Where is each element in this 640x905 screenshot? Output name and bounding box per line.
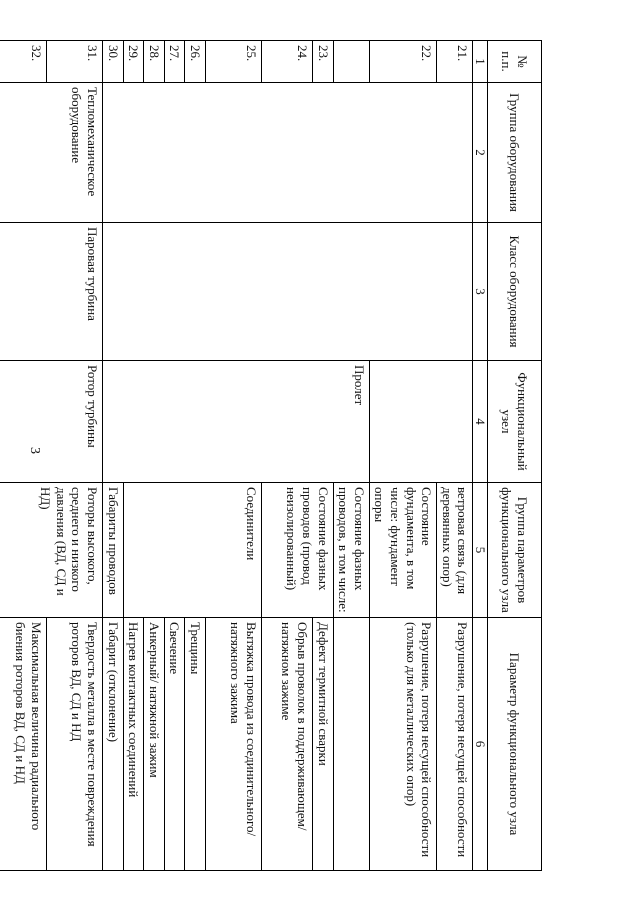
row-number: 27. [164, 41, 185, 83]
parameter-cell: Анкерный/ натяжной зажим [144, 618, 165, 871]
column-number: 3 [473, 223, 488, 361]
parameter-cell: Нагрев контактных соединений [123, 618, 144, 871]
functional-node-cell [369, 361, 473, 483]
equipment-group-cell [103, 83, 473, 223]
equipment-parameters-table [0, 40, 542, 871]
row-number: 32. [0, 41, 47, 83]
row-number: 25. [206, 41, 262, 83]
row-number: 26. [185, 41, 206, 83]
parameter-cell: Габарит (отклонение) [103, 618, 124, 871]
header-equipment-group: Группа оборудования [488, 83, 542, 223]
parameter-cell: Трещины [185, 618, 206, 871]
row-number [333, 41, 369, 83]
table-header-row [488, 41, 542, 871]
row-number: 28. [144, 41, 165, 83]
row-number: 23. [313, 41, 334, 83]
row-number: 21. [437, 41, 473, 83]
column-number: 4 [473, 361, 488, 483]
equipment-group-cell: Тепломеханическое оборудование [0, 83, 103, 223]
row-number: 31. [47, 41, 103, 83]
parameter-cell: Дефект термитной сварки [313, 618, 334, 871]
header-number: № п.п. [488, 41, 542, 83]
column-number: 5 [473, 483, 488, 618]
parameter-cell: Вытяжка провода из соединительного/ натяжного зажима [206, 618, 262, 871]
functional-node-cell: Пролет [103, 361, 370, 483]
header-parameter: Параметр функционального узла [488, 618, 542, 871]
parameter-cell: Разрушение, потеря несущей способности (только для металлических опор) [369, 618, 436, 871]
functional-node-cell: Ротор турбины [0, 361, 103, 483]
parameter-group-cell: Состояние фазных проводов, в том числе: [333, 483, 369, 618]
parameter-cell [333, 618, 369, 871]
equipment-class-cell [103, 223, 473, 361]
parameter-cell: Максимальная величина радиального биения роторов ВД, СД и НД [0, 618, 47, 871]
header-parameter-group: Группа параметров функционального узла [488, 483, 542, 618]
rotated-table-wrapper [0, 40, 542, 870]
row-number: 24. [262, 41, 313, 83]
parameter-group-cell: Состояние фундамента, в том числе: фундамент опоры [369, 483, 436, 618]
parameter-group-cell: Габариты проводов [103, 483, 124, 618]
table-row [47, 41, 103, 871]
row-number: 29. [123, 41, 144, 83]
parameter-group-cell: Состояние фазных проводов (провод неизолированный) [262, 483, 334, 618]
row-number: 30. [103, 41, 124, 83]
column-number: 2 [473, 83, 488, 223]
row-number: 22. [369, 41, 436, 83]
page-number: 3 [27, 447, 42, 454]
column-number: 6 [473, 618, 488, 871]
column-numbers-row [473, 41, 488, 871]
parameter-group-cell: Роторы высокого, среднего и низкого давления (ВД, СД и НД) [0, 483, 103, 618]
header-functional-node: Функциональный узел [488, 361, 542, 483]
parameter-cell: Обрыв проволок в поддерживающем/натяжном зажиме [262, 618, 313, 871]
table-row [437, 41, 473, 871]
parameter-cell: Разрушение, потеря несущей способности [437, 618, 473, 871]
parameter-cell: Свечение [164, 618, 185, 871]
header-equipment-class: Класс оборудования [488, 223, 542, 361]
parameter-cell: Твердость металла в месте повреждения роторов ВД, СД и НД [47, 618, 103, 871]
equipment-class-cell: Паровая турбина [0, 223, 103, 361]
parameter-group-cell: ветровая связь (для деревянных опор) [437, 483, 473, 618]
parameter-group-cell: Соединители [123, 483, 261, 618]
column-number: 1 [473, 41, 488, 83]
